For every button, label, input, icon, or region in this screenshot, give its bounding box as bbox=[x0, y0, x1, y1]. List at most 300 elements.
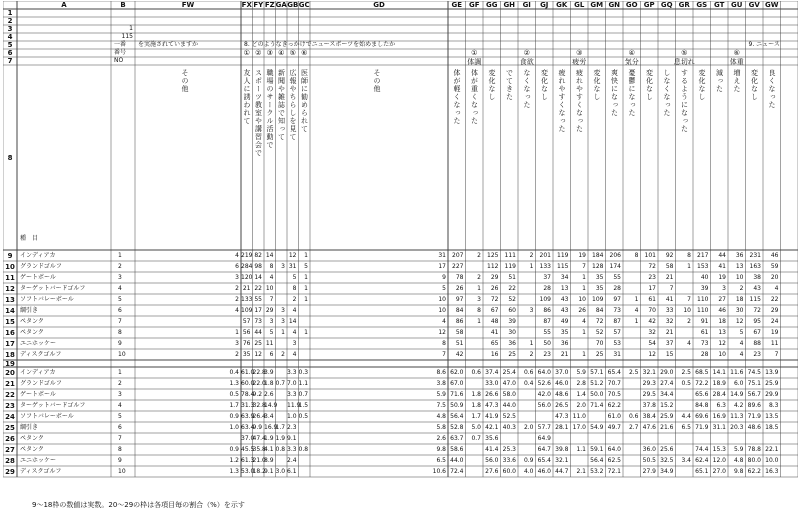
percent-cell[interactable]: 58.6 bbox=[450, 445, 464, 453]
percent-cell[interactable]: 62.2 bbox=[747, 467, 761, 475]
count-cell[interactable]: 39 bbox=[508, 317, 516, 325]
count-cell[interactable]: 125 bbox=[487, 251, 499, 259]
count-cell[interactable]: 4 bbox=[442, 317, 446, 325]
count-cell[interactable]: 163 bbox=[749, 262, 761, 270]
count-cell[interactable]: 41 bbox=[490, 328, 499, 336]
column-header-GJ[interactable]: GJ bbox=[540, 1, 549, 9]
row-header-22[interactable]: 22 bbox=[5, 390, 15, 399]
count-cell[interactable]: 43 bbox=[753, 284, 761, 292]
count-cell[interactable]: 98 bbox=[254, 262, 262, 270]
column-header-GU[interactable]: GU bbox=[731, 1, 743, 9]
percent-cell[interactable]: 41.4 bbox=[485, 445, 499, 453]
percent-cell[interactable]: 28.4 bbox=[712, 390, 726, 398]
column-header-GK[interactable]: GK bbox=[556, 1, 568, 9]
percent-cell[interactable]: 44.7 bbox=[555, 467, 569, 475]
count-cell[interactable]: 53 bbox=[613, 339, 621, 347]
count-cell[interactable]: 101 bbox=[644, 251, 656, 259]
count-cell[interactable]: 10 bbox=[578, 295, 586, 303]
percent-cell[interactable]: 56.7 bbox=[747, 390, 761, 398]
percent-cell[interactable]: 14.1 bbox=[712, 368, 726, 376]
count-cell[interactable]: 70 bbox=[595, 339, 604, 347]
count-cell[interactable]: 61 bbox=[648, 295, 656, 303]
percent-cell[interactable]: 7.5 bbox=[436, 401, 446, 409]
count-cell[interactable]: 17 bbox=[438, 262, 446, 270]
count-cell[interactable]: 128 bbox=[592, 262, 604, 270]
percent-cell[interactable]: 70.7 bbox=[607, 379, 621, 387]
percent-cell[interactable]: 78.8 bbox=[747, 445, 761, 453]
percent-cell[interactable]: 46.0 bbox=[537, 467, 551, 475]
count-cell[interactable]: 34 bbox=[560, 273, 569, 281]
column-header-FZ[interactable]: FZ bbox=[264, 1, 275, 9]
count-cell[interactable]: 112 bbox=[487, 262, 499, 270]
percent-cell[interactable]: 44.0 bbox=[502, 401, 516, 409]
count-cell[interactable]: 7 bbox=[669, 284, 674, 292]
count-cell[interactable]: 2 bbox=[281, 350, 285, 358]
count-cell[interactable]: 2 bbox=[739, 284, 744, 292]
count-cell[interactable]: 35 bbox=[242, 350, 251, 358]
count-cell[interactable]: 44 bbox=[718, 251, 726, 259]
percent-cell[interactable]: 1.7 bbox=[275, 423, 286, 431]
row-header-17[interactable]: 17 bbox=[5, 339, 15, 348]
count-cell[interactable]: 1 bbox=[235, 328, 239, 336]
percent-cell[interactable]: 0.3 bbox=[298, 368, 309, 376]
percent-cell[interactable]: 32.8 bbox=[252, 401, 266, 409]
percent-cell[interactable]: 0.9 bbox=[523, 456, 534, 464]
column-header-GR[interactable]: GR bbox=[678, 1, 690, 9]
percent-cell[interactable]: 64.0 bbox=[607, 445, 621, 453]
count-cell[interactable]: 13 bbox=[560, 284, 569, 292]
percent-cell[interactable]: 1.0 bbox=[229, 423, 239, 431]
percent-cell[interactable]: 3.3 bbox=[287, 390, 297, 398]
percent-cell[interactable]: 67.0 bbox=[450, 379, 464, 387]
count-cell[interactable]: 57 bbox=[613, 328, 621, 336]
percent-cell[interactable]: 32.1 bbox=[555, 456, 569, 464]
count-cell[interactable]: 10 bbox=[438, 295, 446, 303]
percent-cell[interactable]: 47.3 bbox=[485, 401, 499, 409]
percent-cell[interactable]: 2.3 bbox=[287, 423, 297, 431]
percent-cell[interactable]: 63.4 bbox=[241, 423, 255, 431]
count-cell[interactable]: 119 bbox=[557, 251, 569, 259]
percent-cell[interactable]: 35.8 bbox=[252, 445, 266, 453]
percent-cell[interactable]: 56.4 bbox=[450, 412, 464, 420]
percent-cell[interactable]: 1.8 bbox=[471, 390, 481, 398]
percent-cell[interactable]: 36.0 bbox=[642, 445, 656, 453]
percent-cell[interactable]: 1.7 bbox=[471, 412, 481, 420]
percent-cell[interactable]: 3.9 bbox=[264, 368, 274, 376]
count-cell[interactable]: 60 bbox=[508, 306, 516, 314]
row-header-26[interactable]: 26 bbox=[5, 434, 15, 443]
percent-cell[interactable]: 0.7 bbox=[471, 434, 481, 442]
percent-cell[interactable]: 14.9 bbox=[264, 401, 278, 409]
percent-cell[interactable]: 22.0 bbox=[252, 379, 266, 387]
percent-cell[interactable]: 22.8 bbox=[252, 368, 266, 376]
percent-cell[interactable]: 15.2 bbox=[660, 401, 674, 409]
count-cell[interactable]: 4 bbox=[739, 339, 744, 347]
row-header-23[interactable]: 23 bbox=[5, 401, 15, 410]
count-cell[interactable]: 29 bbox=[265, 306, 274, 314]
row-header-28[interactable]: 28 bbox=[5, 456, 15, 465]
count-cell[interactable]: 36 bbox=[560, 339, 569, 347]
count-cell[interactable]: 24 bbox=[770, 317, 779, 325]
column-header-GO[interactable]: GO bbox=[625, 1, 638, 9]
count-cell[interactable]: 25 bbox=[595, 350, 604, 358]
count-cell[interactable]: 50 bbox=[543, 339, 551, 347]
percent-cell[interactable]: 35.6 bbox=[485, 434, 499, 442]
count-cell[interactable]: 4 bbox=[687, 339, 691, 347]
percent-cell[interactable]: 5.9 bbox=[576, 368, 586, 376]
column-header-GM[interactable]: GM bbox=[590, 1, 604, 9]
count-cell[interactable]: 43 bbox=[560, 306, 569, 314]
count-cell[interactable]: 7 bbox=[687, 295, 691, 303]
count-cell[interactable]: 1 bbox=[529, 339, 534, 347]
percent-cell[interactable]: 5.0 bbox=[471, 423, 481, 431]
percent-cell[interactable]: 1.8 bbox=[471, 401, 481, 409]
percent-cell[interactable]: 65.4 bbox=[537, 456, 551, 464]
count-cell[interactable]: 72 bbox=[595, 317, 604, 325]
percent-cell[interactable]: 9.9 bbox=[252, 423, 263, 431]
percent-cell[interactable]: 2.0 bbox=[523, 423, 534, 431]
percent-cell[interactable]: 9.1 bbox=[264, 467, 274, 475]
percent-cell[interactable]: 29.5 bbox=[642, 390, 656, 398]
percent-cell[interactable]: 65.1 bbox=[695, 467, 709, 475]
percent-cell[interactable]: 39.8 bbox=[555, 445, 569, 453]
count-cell[interactable]: 1 bbox=[582, 350, 586, 358]
column-header-GQ[interactable]: GQ bbox=[660, 1, 673, 9]
percent-cell[interactable]: 37.0 bbox=[555, 368, 569, 376]
count-cell[interactable]: 13 bbox=[718, 328, 726, 336]
percent-cell[interactable]: 3.3 bbox=[287, 445, 297, 453]
percent-cell[interactable]: 31.1 bbox=[712, 423, 726, 431]
row-header-4[interactable]: 4 bbox=[7, 33, 13, 41]
percent-cell[interactable]: 11.3 bbox=[730, 412, 744, 420]
percent-cell[interactable]: 47.4 bbox=[252, 434, 266, 442]
count-cell[interactable]: 18 bbox=[718, 317, 726, 325]
percent-cell[interactable]: 18.5 bbox=[765, 423, 779, 431]
percent-cell[interactable]: 11.0 bbox=[572, 412, 586, 420]
percent-cell[interactable]: 41.9 bbox=[485, 412, 499, 420]
percent-cell[interactable]: 47.3 bbox=[555, 412, 569, 420]
count-cell[interactable]: 7 bbox=[582, 262, 586, 270]
percent-cell[interactable]: 5.9 bbox=[436, 390, 446, 398]
row-header-16[interactable]: 16 bbox=[5, 328, 15, 337]
percent-cell[interactable]: 9.1 bbox=[287, 434, 297, 442]
percent-cell[interactable]: 1.5 bbox=[298, 401, 309, 409]
count-cell[interactable]: 5 bbox=[292, 273, 297, 281]
percent-cell[interactable]: 50.5 bbox=[642, 456, 656, 464]
percent-cell[interactable]: 27.4 bbox=[660, 379, 674, 387]
percent-cell[interactable]: 3.0 bbox=[275, 467, 286, 475]
count-cell[interactable]: 84 bbox=[455, 306, 464, 314]
count-cell[interactable]: 115 bbox=[557, 262, 569, 270]
percent-cell[interactable]: 75.1 bbox=[747, 379, 761, 387]
count-cell[interactable]: 10 bbox=[735, 273, 744, 281]
percent-cell[interactable]: 2.6 bbox=[436, 434, 446, 442]
count-cell[interactable]: 21 bbox=[665, 273, 674, 281]
percent-cell[interactable]: 28.1 bbox=[555, 423, 569, 431]
percent-cell[interactable]: 62.2 bbox=[607, 401, 621, 409]
percent-cell[interactable]: 2.7 bbox=[628, 423, 639, 431]
percent-cell[interactable]: 9.8 bbox=[436, 445, 446, 453]
count-cell[interactable]: 37 bbox=[665, 339, 674, 347]
count-cell[interactable]: 111 bbox=[504, 251, 516, 259]
count-cell[interactable]: 21 bbox=[560, 350, 569, 358]
percent-cell[interactable]: 27.9 bbox=[642, 467, 656, 475]
count-cell[interactable]: 86 bbox=[455, 317, 464, 325]
count-cell[interactable]: 115 bbox=[749, 295, 761, 303]
count-cell[interactable]: 73 bbox=[700, 339, 709, 347]
percent-cell[interactable]: 61.0 bbox=[607, 412, 621, 420]
row-header-15[interactable]: 15 bbox=[5, 317, 15, 326]
count-cell[interactable]: 36 bbox=[735, 251, 744, 259]
percent-cell[interactable]: 6.5 bbox=[681, 423, 691, 431]
count-cell[interactable]: 37 bbox=[543, 273, 551, 281]
percent-cell[interactable]: 2.0 bbox=[576, 401, 586, 409]
count-cell[interactable]: 23 bbox=[543, 350, 551, 358]
percent-cell[interactable]: 9.8 bbox=[733, 467, 744, 475]
count-cell[interactable]: 4 bbox=[739, 350, 744, 358]
count-cell[interactable]: 11 bbox=[770, 339, 779, 347]
count-cell[interactable]: 2 bbox=[529, 350, 534, 358]
count-cell[interactable]: 72 bbox=[490, 295, 499, 303]
column-header-GF[interactable]: GF bbox=[468, 1, 480, 9]
row-header-25[interactable]: 25 bbox=[5, 423, 15, 432]
column-header-FX[interactable]: FX bbox=[241, 1, 252, 9]
row-header-12[interactable]: 12 bbox=[5, 284, 15, 293]
percent-cell[interactable]: 61.0 bbox=[241, 368, 255, 376]
percent-cell[interactable]: 42.0 bbox=[537, 390, 551, 398]
count-cell[interactable]: 3 bbox=[292, 339, 297, 347]
percent-cell[interactable]: 4.2 bbox=[733, 401, 744, 409]
percent-cell[interactable]: 72.4 bbox=[450, 467, 464, 475]
column-header-FW[interactable]: FW bbox=[181, 1, 195, 9]
count-cell[interactable]: 19 bbox=[718, 273, 726, 281]
percent-cell[interactable]: 89.6 bbox=[747, 401, 761, 409]
percent-cell[interactable]: 68.5 bbox=[695, 368, 709, 376]
percent-cell[interactable]: 70.5 bbox=[607, 390, 621, 398]
count-cell[interactable]: 8 bbox=[292, 284, 297, 292]
count-cell[interactable]: 22 bbox=[770, 295, 779, 303]
column-header-GD[interactable]: GD bbox=[373, 1, 385, 9]
percent-cell[interactable]: 71.9 bbox=[695, 423, 709, 431]
percent-cell[interactable]: 26.5 bbox=[555, 401, 569, 409]
percent-cell[interactable]: 69.6 bbox=[695, 412, 709, 420]
count-cell[interactable]: 14 bbox=[265, 251, 274, 259]
count-cell[interactable]: 2 bbox=[687, 317, 691, 325]
count-cell[interactable]: 16 bbox=[490, 350, 499, 358]
count-cell[interactable]: 3 bbox=[235, 339, 239, 347]
percent-cell[interactable]: 1.9 bbox=[264, 434, 274, 442]
count-cell[interactable]: 88 bbox=[753, 339, 761, 347]
column-header-FY[interactable]: FY bbox=[253, 1, 264, 9]
count-cell[interactable]: 67 bbox=[753, 328, 761, 336]
percent-cell[interactable]: 3.4 bbox=[264, 412, 274, 420]
percent-cell[interactable]: 52.6 bbox=[537, 379, 551, 387]
percent-cell[interactable]: 22.1 bbox=[765, 445, 779, 453]
count-cell[interactable]: 119 bbox=[504, 262, 516, 270]
count-cell[interactable]: 32 bbox=[648, 328, 656, 336]
percent-cell[interactable]: 11.9 bbox=[287, 401, 301, 409]
count-cell[interactable]: 30 bbox=[508, 328, 516, 336]
count-cell[interactable]: 1 bbox=[582, 284, 586, 292]
percent-cell[interactable]: 60.0 bbox=[241, 379, 255, 387]
percent-cell[interactable]: 0.5 bbox=[681, 379, 691, 387]
count-cell[interactable]: 8 bbox=[477, 306, 481, 314]
percent-cell[interactable]: 2.8 bbox=[576, 379, 586, 387]
count-cell[interactable]: 13 bbox=[735, 262, 744, 270]
row-header-6[interactable]: 6 bbox=[7, 49, 13, 57]
count-cell[interactable]: 56 bbox=[242, 328, 251, 336]
count-cell[interactable]: 92 bbox=[665, 251, 674, 259]
percent-cell[interactable]: 32.5 bbox=[660, 456, 674, 464]
count-cell[interactable]: 61 bbox=[700, 328, 709, 336]
column-header-B[interactable]: B bbox=[120, 1, 126, 9]
count-cell[interactable]: 5 bbox=[442, 284, 446, 292]
count-cell[interactable]: 4 bbox=[235, 306, 239, 314]
count-cell[interactable]: 207 bbox=[452, 251, 464, 259]
percent-cell[interactable]: 16.3 bbox=[765, 467, 779, 475]
percent-cell[interactable]: 0.7 bbox=[298, 390, 309, 398]
count-cell[interactable]: 3 bbox=[281, 317, 285, 325]
row-header-18[interactable]: 18 bbox=[5, 350, 15, 359]
count-cell[interactable]: 19 bbox=[770, 328, 779, 336]
percent-cell[interactable]: 37.8 bbox=[642, 401, 656, 409]
count-cell[interactable]: 1 bbox=[304, 284, 308, 292]
percent-cell[interactable]: 1.3 bbox=[229, 467, 239, 475]
percent-cell[interactable]: 1.3 bbox=[229, 379, 239, 387]
row-header-24[interactable]: 24 bbox=[5, 412, 15, 421]
column-header-GP[interactable]: GP bbox=[643, 1, 655, 9]
percent-cell[interactable]: 38.4 bbox=[642, 412, 656, 420]
percent-cell[interactable]: 2.4 bbox=[287, 456, 297, 464]
count-cell[interactable]: 174 bbox=[609, 262, 621, 270]
count-cell[interactable]: 26 bbox=[578, 306, 586, 314]
percent-cell[interactable]: 31.3 bbox=[241, 401, 255, 409]
count-cell[interactable]: 82 bbox=[254, 251, 262, 259]
count-cell[interactable]: 3 bbox=[529, 306, 534, 314]
percent-cell[interactable]: 0.5 bbox=[229, 390, 239, 398]
percent-cell[interactable]: 74.4 bbox=[695, 445, 709, 453]
count-cell[interactable]: 28 bbox=[543, 284, 551, 292]
count-cell[interactable]: 38 bbox=[753, 273, 761, 281]
count-cell[interactable]: 46 bbox=[718, 306, 726, 314]
count-cell[interactable]: 55 bbox=[254, 295, 262, 303]
percent-cell[interactable]: 84.8 bbox=[695, 401, 709, 409]
count-cell[interactable]: 3 bbox=[722, 284, 726, 292]
count-cell[interactable]: 32 bbox=[665, 317, 674, 325]
percent-cell[interactable]: 1.1 bbox=[576, 445, 586, 453]
count-cell[interactable]: 20 bbox=[770, 273, 779, 281]
column-header-GC[interactable]: GC bbox=[298, 1, 310, 9]
count-cell[interactable]: 201 bbox=[539, 251, 551, 259]
count-cell[interactable]: 1 bbox=[304, 251, 308, 259]
percent-cell[interactable]: 53.2 bbox=[590, 467, 604, 475]
count-cell[interactable]: 14 bbox=[288, 317, 297, 325]
column-header-GH[interactable]: GH bbox=[503, 1, 516, 9]
count-cell[interactable]: 110 bbox=[697, 306, 709, 314]
count-cell[interactable]: 9 bbox=[442, 273, 446, 281]
count-cell[interactable]: 12 bbox=[438, 328, 446, 336]
percent-cell[interactable]: 26.6 bbox=[485, 390, 499, 398]
count-cell[interactable]: 109 bbox=[241, 306, 253, 314]
count-cell[interactable]: 284 bbox=[241, 262, 253, 270]
percent-cell[interactable]: 25.9 bbox=[765, 379, 779, 387]
row-header-8[interactable]: 8 bbox=[7, 153, 13, 162]
count-cell[interactable]: 1 bbox=[304, 328, 308, 336]
count-cell[interactable]: 1 bbox=[582, 328, 586, 336]
count-cell[interactable]: 2 bbox=[235, 295, 239, 303]
count-cell[interactable]: 58 bbox=[455, 328, 464, 336]
count-cell[interactable]: 73 bbox=[613, 306, 621, 314]
percent-cell[interactable]: 56.0 bbox=[537, 401, 551, 409]
percent-cell[interactable]: 14.9 bbox=[730, 390, 744, 398]
count-cell[interactable]: 72 bbox=[648, 262, 656, 270]
percent-cell[interactable]: 6.1 bbox=[287, 467, 297, 475]
percent-cell[interactable]: 26.4 bbox=[252, 412, 266, 420]
percent-cell[interactable]: 16.9 bbox=[712, 412, 726, 420]
count-cell[interactable]: 7 bbox=[269, 295, 274, 303]
percent-cell[interactable]: 63.7 bbox=[450, 434, 464, 442]
percent-cell[interactable]: 0.9 bbox=[229, 412, 239, 420]
count-cell[interactable]: 8 bbox=[442, 339, 446, 347]
percent-cell[interactable]: 32.1 bbox=[642, 368, 656, 376]
percent-cell[interactable]: 65.4 bbox=[607, 368, 621, 376]
count-cell[interactable]: 4 bbox=[292, 306, 297, 314]
column-header-GL[interactable]: GL bbox=[574, 1, 585, 9]
count-cell[interactable]: 18 bbox=[735, 295, 744, 303]
percent-cell[interactable]: 18.2 bbox=[252, 467, 266, 475]
percent-cell[interactable]: 29.3 bbox=[642, 379, 656, 387]
percent-cell[interactable]: 50.0 bbox=[590, 390, 604, 398]
percent-cell[interactable]: 53.0 bbox=[241, 467, 255, 475]
percent-cell[interactable]: 9.2 bbox=[252, 390, 263, 398]
percent-cell[interactable]: 44.0 bbox=[450, 456, 464, 464]
count-cell[interactable]: 55 bbox=[613, 273, 621, 281]
row-header-9[interactable]: 9 bbox=[7, 251, 13, 260]
count-cell[interactable]: 31 bbox=[288, 262, 297, 270]
count-cell[interactable]: 4 bbox=[235, 251, 239, 259]
count-cell[interactable]: 10 bbox=[438, 306, 446, 314]
count-cell[interactable]: 227 bbox=[452, 262, 464, 270]
count-cell[interactable]: 95 bbox=[753, 317, 761, 325]
count-cell[interactable]: 25 bbox=[254, 339, 262, 347]
count-cell[interactable]: 23 bbox=[753, 350, 761, 358]
percent-cell[interactable]: 2.5 bbox=[681, 368, 691, 376]
count-cell[interactable]: 21 bbox=[665, 328, 674, 336]
row-header-20[interactable]: 20 bbox=[5, 368, 15, 377]
percent-cell[interactable]: 80.0 bbox=[747, 456, 761, 464]
row-header-27[interactable]: 27 bbox=[5, 445, 15, 454]
row-header-3[interactable]: 3 bbox=[7, 25, 13, 33]
count-cell[interactable]: 72 bbox=[753, 306, 761, 314]
count-cell[interactable]: 1 bbox=[477, 284, 481, 292]
percent-cell[interactable]: 0.8 bbox=[298, 445, 309, 453]
percent-cell[interactable]: 0.4 bbox=[229, 368, 239, 376]
percent-cell[interactable]: 48.6 bbox=[747, 423, 761, 431]
column-header-A[interactable]: A bbox=[61, 1, 67, 9]
row-header-10[interactable]: 10 bbox=[5, 262, 15, 271]
percent-cell[interactable]: 4.8 bbox=[733, 456, 744, 464]
count-cell[interactable]: 8 bbox=[687, 251, 691, 259]
count-cell[interactable]: 3 bbox=[477, 295, 481, 303]
percent-cell[interactable]: 0.8 bbox=[275, 445, 286, 453]
count-cell[interactable]: 73 bbox=[254, 317, 262, 325]
count-cell[interactable]: 1 bbox=[634, 317, 639, 325]
count-cell[interactable]: 6 bbox=[235, 262, 239, 270]
count-cell[interactable]: 11 bbox=[265, 339, 274, 347]
count-cell[interactable]: 109 bbox=[592, 295, 604, 303]
count-cell[interactable]: 27 bbox=[718, 295, 726, 303]
percent-cell[interactable]: 0.5 bbox=[298, 412, 309, 420]
